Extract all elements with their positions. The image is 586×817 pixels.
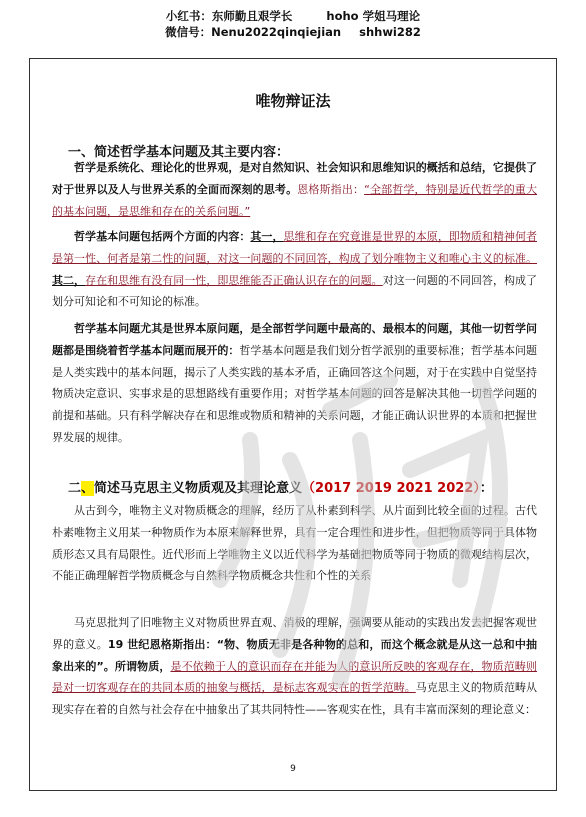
s2-heading-num: 二 (68, 481, 82, 496)
s2p2-d: 马克思主义的物质范畴从现实存在着的自然与社会存在中抽象出了其共同特性——客观实在性，具有丰富而深刻的理论意义： (52, 681, 537, 717)
page-header (0, 8, 586, 40)
header-wechat-2: shhwi282 (359, 25, 421, 39)
s2-heading-highlight: 、 (81, 481, 95, 496)
s1p1-text: 哲学是系统化、理论化的世界观，是对自然知识、社会知识和思维知识的概括和总结，它提供了对于世界以及人与世界关系的全面而深刻的思考。 (52, 161, 537, 196)
s2-heading-text: 简述马克思主义物质观及其理论意义 (94, 481, 303, 496)
section1-paragraph-3 (52, 318, 537, 449)
header-xiaohongshu: 小红书：东师勤且艰学长 (165, 9, 293, 23)
header-hoho: hoho 学姐马理论 (326, 9, 421, 23)
section1-paragraph-2 (52, 226, 537, 313)
s2p2-engels: 19 世纪恩格斯指出：“物、物质无非是各种物的总和，而这个概念就是从这一总和中抽象出来的”。所谓物质， (52, 637, 538, 673)
s1p2-second-text: 存在和思维有没有同一性，即思维能否正确认识存在的问题。 (85, 273, 383, 287)
section2-heading (68, 477, 493, 496)
section2-paragraph-1 (52, 500, 537, 587)
section1-heading: 一、简述哲学基本问题及其主要内容： (68, 145, 290, 160)
s2p2-a: 马克思批判了旧唯物主义对物质世界直观、消极的理解，强调要从能动的实践出发去把握客观世界的意义。 (52, 616, 537, 651)
s1p1-engels: 恩格斯指出： (297, 182, 365, 196)
s2p1-text: 从古到今，唯物主义对物质概念的理解，经历了从朴素到科学、从片面到比较全面的过程。古代朴素唯物主义用某一种物质作为本原来解释世界，具有一定合理性和进步性，但把物质等同于具体物质形态又具有局限性。近代形而上学唯物主义以近代科学为基础把物质等同于物质的微观结构层次，不能正确理解哲学物质概念与自然科学物质概念共性和个性的关系 (52, 504, 537, 583)
s1p3-text: 哲学基本问题是我们划分哲学派别的重要标准；哲学基本问题是人类实践中的基本问题，揭示了人类实践的基本矛盾，正确回答这个问题，对于在实践中自觉坚持物质决定意识、实事求是的思想路线有重要作用；对哲学基本问题的回答是解决其他一切哲学问题的前提和基础。只有科学解决存在和思维或物质和精神的关系问题，才能正确认识世界的本质和把握世界发展的规律。 (52, 343, 538, 444)
s2p2-definition: 是不依赖于人的意识而存在并能为人的意识所反映的客观存在，物质范畴则是对一切客观存在的共同本质的抽象与概括，是标志客观实在的哲学范畴。 (52, 659, 537, 695)
s1p2-first-text: 思维和存在究竟谁是世界的本原，即物质和精神何者是第一性、何者是第二性的问题，对这一问题的不同回答，构成了划分唯物主义和唯心主义的标准。 (52, 230, 538, 265)
section2-paragraph-2 (52, 612, 537, 721)
page-number: 9 (290, 764, 296, 774)
s1p3-lead: 哲学基本问题尤其是世界本原问题，是全部哲学问题中最高的、最根本的问题，其他一切哲学问题都是围绕着哲学基本问题而展开的： (52, 322, 537, 357)
s1p1-quote: “全部哲学，特别是近代哲学的重大的基本问题，是思维和存在的关系问题。” (52, 182, 538, 218)
s1p2-first: 其一， (250, 230, 284, 243)
s1p2-lead: 哲学基本问题包括两个方面的内容： (74, 230, 251, 243)
s2-heading-colon: ： (479, 481, 493, 496)
s1p2-second: 其二， (52, 273, 86, 287)
section1-paragraph-1 (52, 157, 537, 222)
header-wechat: 微信号：Nenu2022qinqiejian (165, 25, 342, 39)
s1p2-tail: 对这一问题的不同回答，构成了划分可知论和不可知论的标准。 (52, 273, 538, 309)
s2-heading-years: （2017 2019 2021 2022） (302, 481, 480, 496)
page-title: 唯物辩证法 (255, 92, 331, 110)
